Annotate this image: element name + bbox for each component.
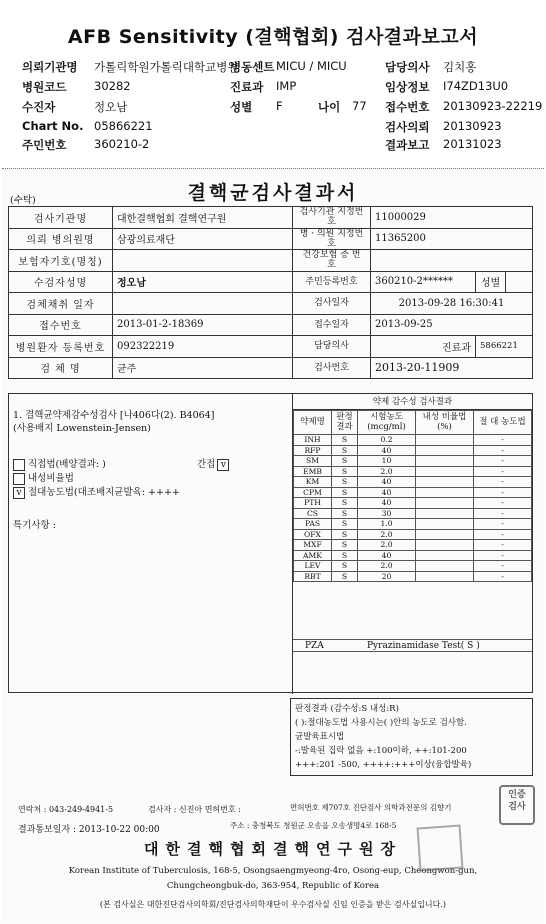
table-cell: S	[332, 466, 358, 477]
table-cell: PAS	[294, 519, 332, 530]
document-title: 결핵균검사결과서	[187, 182, 359, 204]
table-cell: S	[332, 540, 358, 551]
table-cell: -	[474, 508, 532, 519]
label-request-date: 검사의뢰	[385, 120, 430, 134]
drug-susceptibility-table	[293, 410, 532, 582]
consignment-label: (수탁)	[10, 195, 36, 206]
label-hospital-code: 병원코드	[22, 80, 67, 94]
cell-label: 병 · 의원 지정번호	[293, 228, 371, 250]
table-cell	[416, 540, 474, 551]
table-cell: 10	[358, 456, 416, 467]
table-cell	[416, 498, 474, 509]
contact-phone: 연락처 : 043-249-4941-5	[18, 805, 114, 814]
table-cell	[416, 571, 474, 582]
cell-label: 검사기관 지정번호	[293, 207, 371, 229]
table-cell	[416, 456, 474, 467]
table-cell: 40	[358, 498, 416, 509]
table-cell	[416, 508, 474, 519]
pza-row	[293, 639, 532, 652]
table-cell: RFP	[294, 445, 332, 456]
table-row	[294, 508, 532, 519]
absolute-concentration-checkbox[interactable]: v	[13, 487, 25, 499]
column-header: 판정 결과	[332, 411, 358, 435]
table-cell: S	[332, 571, 358, 582]
table-cell: KM	[294, 477, 332, 488]
value-doctor: 김치홍	[443, 60, 477, 74]
absolute-concentration-label: 절대농도법(대조배지균발육: ++++	[28, 487, 180, 498]
cell-label: 검사기관명	[9, 207, 113, 229]
cell-label: 의뢰 병의원명	[9, 228, 113, 250]
value-report-date: 20131023	[443, 137, 502, 151]
cell-value: 2013-09-25	[371, 314, 533, 336]
table-row	[294, 435, 532, 446]
table-cell: -	[474, 456, 532, 467]
cell-value: 균주	[113, 357, 293, 379]
value-hospital-code: 30282	[94, 79, 131, 93]
cell-value: 2013-01-2-18369	[113, 314, 293, 336]
special-notes-label: 특기사항 :	[13, 520, 56, 531]
table-cell: S	[332, 529, 358, 540]
cell-value	[113, 293, 293, 315]
label-report-date: 결과보고	[385, 138, 430, 152]
column-header: 내성 비율법(%)	[416, 411, 474, 435]
interpretation-line: -:발육된 집락 없음 +:100이하, ++:101-200	[295, 746, 467, 756]
cell-label: 검사일자	[293, 293, 371, 315]
table-cell: 2.0	[358, 529, 416, 540]
address: 주소 : 충청북도 청원군 오송읍 오송생명4로 168-5	[230, 821, 397, 830]
cell-label: 담당의사	[293, 336, 371, 358]
table-row	[294, 477, 532, 488]
label-patient: 수진자	[22, 100, 56, 114]
table-cell	[416, 550, 474, 561]
test-name: 1. 결핵균약제감수성검사 [나406다(2). B4064]	[13, 410, 215, 421]
report-title: AFB Sensitivity (결핵협회) 검사결과보고서	[67, 26, 479, 48]
table-cell: S	[332, 519, 358, 530]
value-accession: 20130923-22219	[443, 99, 543, 113]
table-row	[294, 519, 532, 530]
table-cell: OFX	[294, 529, 332, 540]
table-cell: S	[332, 550, 358, 561]
table-row	[9, 250, 533, 272]
table-cell	[416, 466, 474, 477]
cell-label: 접수일자	[293, 314, 371, 336]
table-cell: 0.2	[358, 435, 416, 446]
cell-label: 검 체 명	[9, 357, 113, 379]
label-chart-no: Chart No.	[22, 119, 84, 133]
value-resident-no: 360210-2	[94, 137, 150, 151]
table-row	[294, 498, 532, 509]
organization-name: 대한결핵협회결핵연구원장	[144, 840, 402, 858]
cell-label: 검체채취 일자	[9, 293, 113, 315]
cell-value	[113, 250, 293, 272]
table-cell: -	[474, 445, 532, 456]
table-cell: 40	[358, 487, 416, 498]
value-patient: 정오남	[94, 100, 128, 114]
table-row	[294, 529, 532, 540]
table-cell	[416, 561, 474, 572]
table-cell: S	[332, 445, 358, 456]
table-cell: AMK	[294, 550, 332, 561]
pza-label: PZA	[305, 641, 324, 651]
label-department: 진료과	[230, 80, 264, 94]
column-header: 절 대 농도법	[474, 411, 532, 435]
indirect-method-label: 간접	[197, 459, 216, 470]
table-cell: -	[474, 466, 532, 477]
indirect-method-checkbox[interactable]: v	[217, 459, 229, 471]
table-row	[294, 445, 532, 456]
table-cell: RBT	[294, 571, 332, 582]
proportion-method-checkbox[interactable]	[13, 473, 25, 485]
table-cell: 2.0	[358, 466, 416, 477]
table-cell: LEV	[294, 561, 332, 572]
cell-label: 검사번호	[293, 357, 371, 379]
cell-value: 11000029	[371, 207, 533, 229]
table-cell: SM	[294, 456, 332, 467]
table-row	[9, 228, 533, 250]
cell-label: 진료과	[371, 336, 476, 358]
table-cell: -	[474, 477, 532, 488]
license-info: 면허번호 제707호 진단검사 의학과전문의 김향기	[290, 803, 452, 812]
label-accession: 접수번호	[385, 100, 430, 114]
table-cell: -	[474, 571, 532, 582]
table-cell	[416, 435, 474, 446]
table-cell: S	[332, 456, 358, 467]
table-cell: 40	[358, 445, 416, 456]
results-section	[8, 393, 533, 693]
table-cell: CS	[294, 508, 332, 519]
interpretation-line: ( ):절대농도법 사용시는( )안의 농도로 검사함.	[295, 718, 467, 728]
direct-method-option	[13, 456, 106, 471]
table-cell	[416, 477, 474, 488]
table-row	[294, 466, 532, 477]
table-cell: S	[332, 487, 358, 498]
value-department: IMP	[276, 79, 297, 93]
cell-value	[506, 271, 533, 293]
table-cell: 40	[358, 550, 416, 561]
cell-label: 보험자기호(명칭)	[9, 250, 113, 272]
table-cell: -	[474, 540, 532, 551]
cell-value: 2013-09-28 16:30:41	[371, 293, 533, 315]
label-doctor: 담당의사	[385, 60, 430, 74]
table-cell	[416, 487, 474, 498]
table-cell: S	[332, 498, 358, 509]
table-cell: MXF	[294, 540, 332, 551]
table-row	[294, 456, 532, 467]
table-cell	[416, 445, 474, 456]
table-cell	[416, 519, 474, 530]
table-cell	[416, 529, 474, 540]
value-age: 77	[352, 99, 367, 113]
value-request-date: 20130923	[443, 119, 502, 133]
label-age: 나이	[318, 100, 341, 114]
cell-label: 수검자성명	[9, 271, 113, 293]
official-stamp-icon	[417, 825, 464, 872]
organization-address-en-2: Chungcheongbuk-do, 363-954, Republic of Korea	[166, 881, 380, 891]
table-row	[294, 540, 532, 551]
table-row	[294, 550, 532, 561]
certification-seal-icon: 인증 검사	[499, 785, 535, 825]
value-sex: F	[276, 99, 283, 113]
cell-label: 성별	[476, 271, 506, 293]
proportion-method-option	[13, 470, 74, 485]
label-ward: 병동센트	[230, 60, 275, 74]
table-cell: 30	[358, 508, 416, 519]
table-row	[9, 207, 533, 229]
value-institution: 가톨릭학원가톨릭대학교병원	[94, 60, 239, 74]
table-cell: -	[474, 550, 532, 561]
table-cell: -	[474, 498, 532, 509]
table-cell: S	[332, 435, 358, 446]
cell-label: 병원환자 등록번호	[9, 336, 113, 358]
cell-value: 360210-2******	[371, 271, 476, 293]
value-ward: MICU / MICU	[276, 59, 347, 73]
table-cell: 1.0	[358, 519, 416, 530]
table-row	[9, 271, 533, 293]
table-cell: CPM	[294, 487, 332, 498]
direct-method-label: 직접법(배양결과: )	[28, 459, 106, 470]
label-clinical-info: 임상정보	[385, 80, 430, 94]
cell-label: 주민등록번호	[293, 271, 371, 293]
table-row	[9, 336, 533, 358]
table-cell: EMB	[294, 466, 332, 477]
table-cell: PTH	[294, 498, 332, 509]
table-cell: 40	[358, 477, 416, 488]
interpretation-line: 균발육표시법	[295, 732, 345, 742]
proportion-method-label: 내성비율법	[28, 473, 74, 484]
table-cell: -	[474, 529, 532, 540]
medium-name: (사용배지 Lowenstein-Jensen)	[13, 423, 151, 434]
organization-address-en-1: Korean Institute of Tuberculosis, 168-5, Osongsaengmyeong-4ro, Osong-eup, Cheongwon-gun,	[68, 866, 478, 876]
table-cell: INH	[294, 435, 332, 446]
table-row	[9, 357, 533, 379]
cell-value: 정오남	[113, 271, 293, 293]
table-cell: -	[474, 519, 532, 530]
table-header-row	[294, 411, 532, 435]
column-header: 시험농도 (mcg/ml)	[358, 411, 416, 435]
cell-value: 5866221	[476, 336, 533, 358]
pza-value: Pyrazinamidase Test( S )	[367, 641, 480, 651]
table-cell: -	[474, 487, 532, 498]
interpretation-box	[290, 698, 533, 776]
direct-method-checkbox[interactable]	[13, 459, 25, 471]
label-institution: 의뢰기관명	[22, 60, 78, 74]
cell-value	[371, 250, 533, 272]
table-cell: S	[332, 561, 358, 572]
table-cell: 2.0	[358, 561, 416, 572]
table-cell: -	[474, 561, 532, 572]
label-resident-no: 주민번호	[22, 138, 67, 152]
absolute-concentration-option	[13, 484, 180, 499]
value-clinical-info: I74ZD13U0	[443, 79, 509, 93]
patient-info-table	[8, 206, 533, 379]
drug-results	[293, 394, 532, 694]
cell-value: 11365200	[371, 228, 533, 250]
table-row	[294, 571, 532, 582]
label-sex: 성별	[230, 100, 253, 114]
cell-value: 대한결핵협회 결핵연구원	[113, 207, 293, 229]
cell-value: 092322219	[113, 336, 293, 358]
interpretation-line: 판정결과 (감수성:S 내성:R)	[295, 704, 399, 714]
report-notification-date: 결과통보일자 : 2013-10-22 00:00	[18, 825, 160, 835]
cell-label: 접수번호	[9, 314, 113, 336]
interpretation-line: +++:201 -500, ++++:+++이상(융합발육)	[295, 760, 472, 770]
table-cell: -	[474, 435, 532, 446]
cell-value: 삼광의료재단	[113, 228, 293, 250]
drug-table-title: 약제 감수성 검사결과	[293, 394, 532, 410]
table-cell: 2.0	[358, 540, 416, 551]
table-row	[294, 561, 532, 572]
table-row	[9, 314, 533, 336]
value-chart-no: 05866221	[94, 119, 153, 133]
accreditation-note: (본 검사실은 대한진단검사의학회/진단검사의학재단이 우수검사실 신임 인증을 받은 검사실입니다.)	[99, 900, 447, 909]
table-cell: 20	[358, 571, 416, 582]
indirect-method-option	[197, 456, 232, 471]
table-cell: S	[332, 477, 358, 488]
table-cell: S	[332, 508, 358, 519]
column-header: 약제명	[294, 411, 332, 435]
cell-value: 2013-20-11909	[371, 357, 533, 379]
cell-label: 건강보험 증 번 호	[293, 250, 371, 272]
table-row	[294, 487, 532, 498]
table-row	[9, 293, 533, 315]
examiner: 검사자 : 신진아 면허번호 :	[148, 805, 241, 814]
method-section	[9, 394, 293, 694]
